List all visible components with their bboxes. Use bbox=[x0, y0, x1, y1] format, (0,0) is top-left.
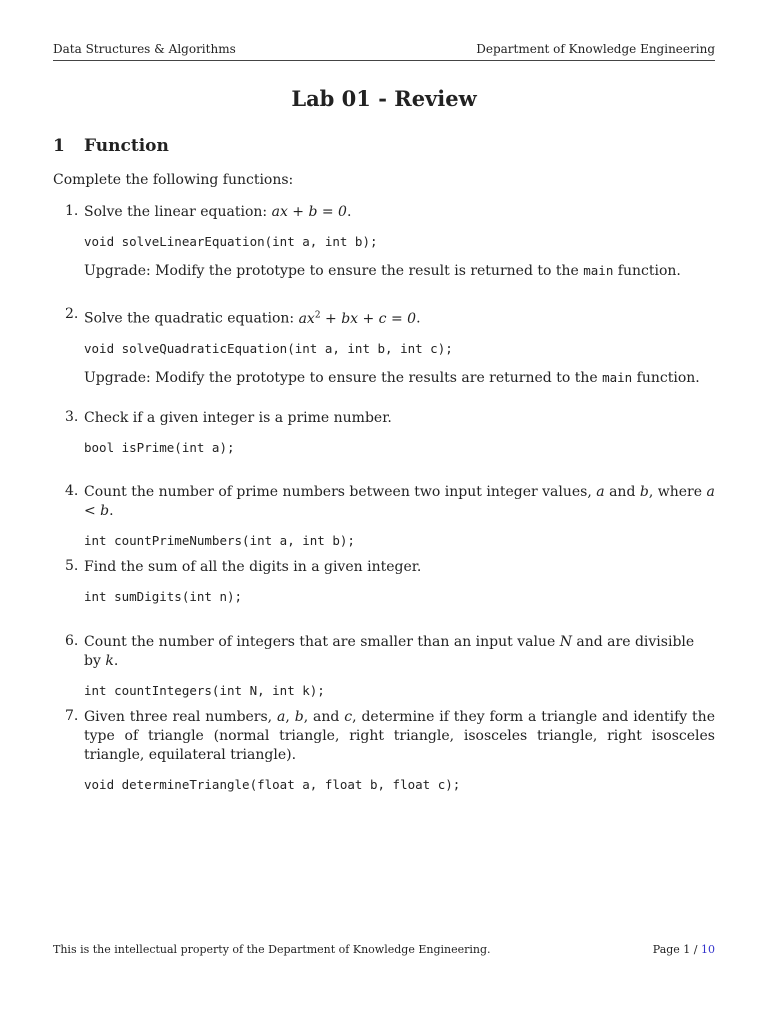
item-number: 2. bbox=[65, 306, 79, 322]
item-text: Count the number of prime numbers between two input integer values, a and b, where a < b. bbox=[84, 484, 715, 519]
list-item bbox=[53, 409, 715, 457]
inline-code: main bbox=[602, 369, 633, 385]
equation: $ax^2$ + bx + c = 0 bbox=[298, 310, 417, 327]
page-total-link[interactable]: 10 bbox=[701, 943, 715, 956]
item-text: Solve the linear equation: ax + b = 0. bbox=[84, 204, 352, 220]
item-text: Check if a given integer is a prime number. bbox=[84, 410, 392, 426]
page-number: Page 1 / 10 bbox=[652, 943, 715, 956]
equation: a < b bbox=[84, 484, 715, 519]
code-prototype: int countPrimeNumbers(int a, int b); bbox=[84, 533, 355, 548]
section-heading bbox=[53, 136, 169, 156]
list-item bbox=[53, 558, 715, 606]
list-item bbox=[53, 306, 715, 388]
item-number: 3. bbox=[65, 409, 79, 425]
code-prototype: int sumDigits(int n); bbox=[84, 589, 243, 604]
code-prototype: bool isPrime(int a); bbox=[84, 440, 235, 455]
upgrade-note: Upgrade: Modify the prototype to ensure the results are returned to the main function. bbox=[84, 369, 700, 386]
footer-copyright: This is the intellectual property of the Department of Knowledge Engineering. bbox=[53, 943, 491, 956]
page-header bbox=[53, 40, 715, 61]
list-item bbox=[53, 633, 715, 700]
code-prototype: int countIntegers(int N, int k); bbox=[84, 683, 325, 698]
inline-code: main bbox=[583, 263, 614, 278]
list-item bbox=[53, 203, 715, 281]
code-prototype: void solveLinearEquation(int a, int b); bbox=[84, 234, 378, 249]
upgrade-note: Upgrade: Modify the prototype to ensure the result is returned to the main function. bbox=[84, 263, 681, 279]
item-text: Given three real numbers, a, b, and c, determine if they form a triangle and identify the type of triangle (normal triangle, right triangle, isosceles triangle, right isosceles triangle, equilateral triangle). bbox=[84, 709, 715, 763]
section-title: Function bbox=[84, 136, 169, 156]
item-text: Count the number of integers that are smaller than an input value N and are divisible by k. bbox=[84, 634, 695, 669]
page-title: Lab 01 - Review bbox=[291, 86, 477, 111]
item-number: 6. bbox=[65, 633, 79, 649]
list-item bbox=[53, 708, 715, 794]
code-prototype: void solveQuadraticEquation(int a, int b, int c); bbox=[84, 340, 453, 356]
equation: ax + b = 0 bbox=[271, 204, 347, 220]
item-number: 1. bbox=[65, 203, 79, 219]
section-number: 1 bbox=[53, 136, 65, 156]
code-prototype: void determineTriangle(float a, float b, float c); bbox=[84, 777, 461, 792]
item-number: 7. bbox=[65, 708, 79, 724]
intro-text: Complete the following functions: bbox=[53, 172, 294, 188]
item-text: Solve the quadratic equation: $ax^2$ + bx + c = 0. bbox=[84, 310, 421, 327]
header-course: Data Structures & Algorithms bbox=[53, 42, 236, 56]
item-number: 5. bbox=[65, 558, 79, 574]
header-department: Department of Knowledge Engineering bbox=[476, 42, 715, 56]
item-number: 4. bbox=[65, 483, 79, 499]
list-item bbox=[53, 483, 715, 550]
item-text: Find the sum of all the digits in a given integer. bbox=[84, 559, 422, 575]
